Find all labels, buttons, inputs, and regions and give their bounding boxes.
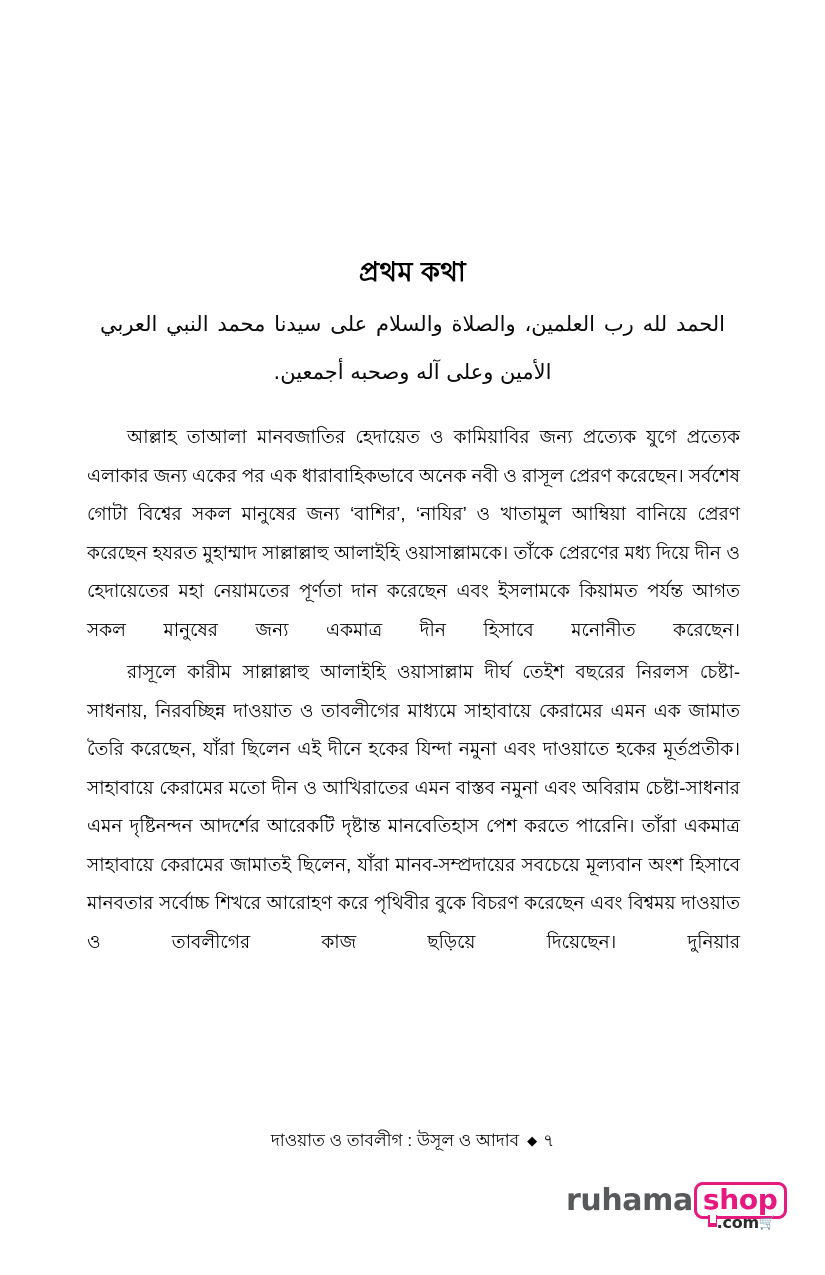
watermark-domain (717, 1215, 775, 1231)
watermark-logo (566, 1182, 788, 1240)
watermark-brand: ruhama (566, 1182, 693, 1218)
page-number: ৭ (543, 1131, 555, 1150)
paragraph-2: রাসূলে কারীম সাল্লাল্লাহু আলাইহি ওয়াসাল্লাম দীর্ঘ তেইশ বছরের নিরলস চেষ্টা-সাধনায়, নিরবচ্ছিন্ন দাওয়াত ও তাবলীগের মাধ্যমে সাহাবায়ে কেরামের এমন এক জামাত তৈরি করেছেন, যাঁরা ছিলেন এই দীনে হকের যিন্দা নমুনা এবং দাওয়াতে হকের মূর্তপ্রতীক। সাহাবায়ে কেরামের মতো দীন ও আখিরাতের এমন বাস্তব নমুনা এবং অবিরাম চেষ্টা-সাধনার এমন দৃষ্টিনন্দন আদর্শের আরেকটি দৃষ্টান্ত মানবেতিহাস পেশ করতে পারেনি। তাঁরা একমাত্র সাহাবায়ে কেরামের জামাতই ছিলেন, যাঁরা মানব-সম্প্রদায়ের সবচেয়ে মূল্যবান অংশ হিসাবে মানবতার সর্বোচ্চ শিখরে আরোহণ করে পৃথিবীর বুকে বিচরণ করেছেন এবং বিশ্বময় দাওয়াত ও তাবলীগের কাজ ছড়িয়ে দিয়েছেন। দুনিয়ার (87, 661, 740, 952)
arabic-line-1: الحمد لله رب العلمين، والصلاة والسلام على سيدنا محمد النبي العربي (100, 312, 725, 336)
arabic-line-2: الأمين وعلى آله وصحبه أجمعين. (273, 360, 552, 384)
footer-book-title: দাওয়াত ও তাবলীগ : উসূল ও আদাব (270, 1131, 520, 1150)
paragraph-1: আল্লাহ তাআলা মানবজাতির হেদায়েত ও কামিয়াবির জন্য প্রত্যেক যুগে প্রত্যেক এলাকার জন্য একের পর এক ধারাবাহিকভাবে অনেক নবী ও রাসূল প্রেরণ করেছেন। সর্বশেষ গোটা বিশ্বের সকল মানুষের জন্য ‘বাশির’, ‘নাযির’ ও খাতামুল আম্বিয়া বানিয়ে প্রেরণ করেছেন হযরত মুহাম্মাদ সাল্লাল্লাহু আলাইহি ওয়াসাল্লামকে। তাঁকে প্রেরণের মধ্য দিয়ে দীন ও হেদায়েতের মহা নেয়ামতের পূর্ণতা দান করেছেন এবং ইসলামকে কিয়ামত পর্যন্ত আগত সকল মানুষের জন্য একমাত্র দীন হিসাবে মনোনীত করেছেন। (87, 426, 740, 640)
page-title: প্রথম কথা (358, 257, 467, 288)
arabic-invocation (100, 300, 725, 396)
speech-bubble-tail-icon (708, 1215, 717, 1227)
shopping-cart-icon: 🛒 (759, 1216, 775, 1231)
body-text (87, 418, 740, 961)
diamond-bullet-icon: ◆ (527, 1133, 538, 1148)
running-footer (0, 1128, 825, 1154)
watermark-shop-label: shop (702, 1183, 778, 1216)
watermark-tld: .com (716, 1213, 759, 1232)
